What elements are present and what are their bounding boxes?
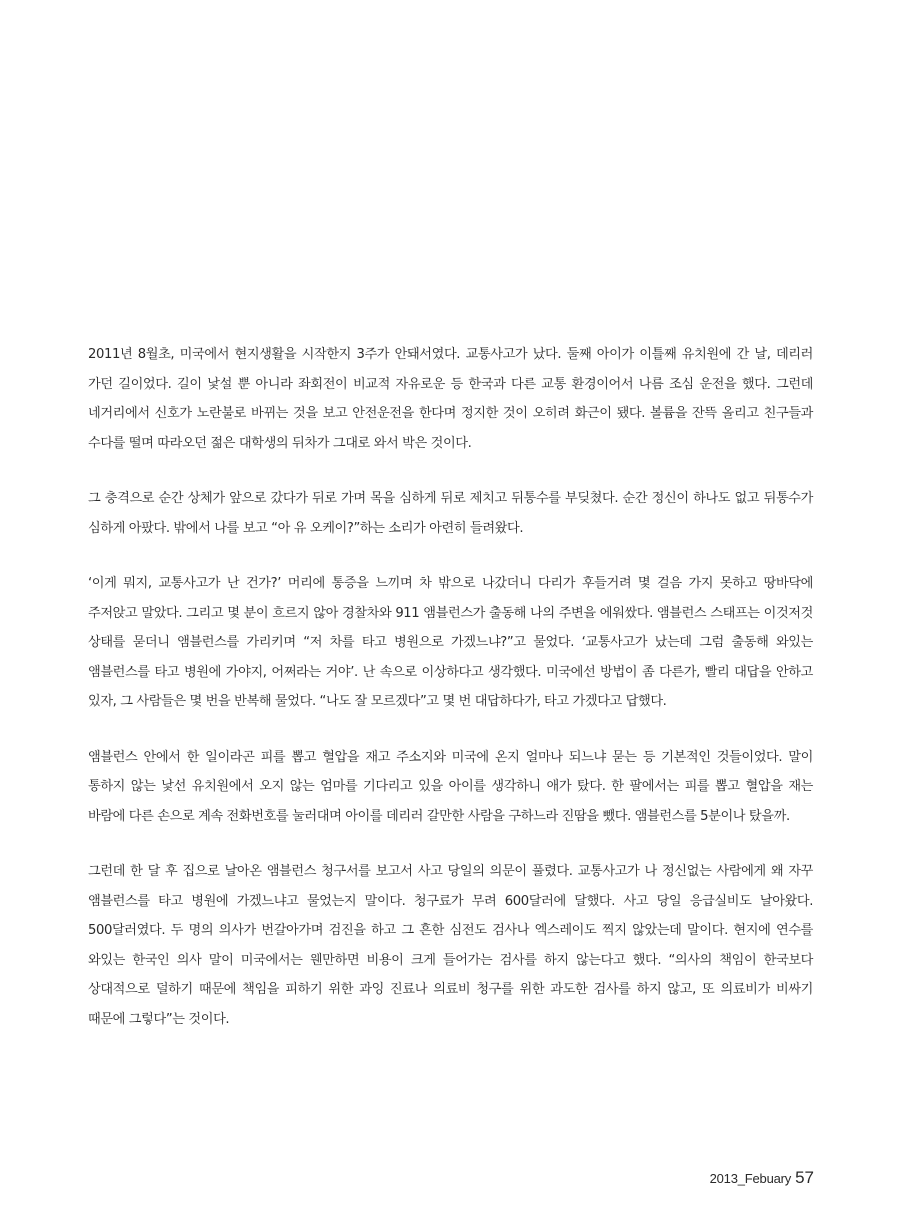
- paragraph-3: ‘이게 뭐지, 교통사고가 난 건가?’ 머리에 통증을 느끼며 차 밖으로 나갔더니 다리가 후들거려 몇 걸음 가지 못하고 땅바닥에 주저앉고 말았다. 그리고 몇 분이 흐르지 않아 경찰차와 911 앰블런스가 출동해 나의 주변을 에워쌌다. 앰블런스 스태프는 이것저것 상태를 묻더니 앰블런스를 가리키며 “저 차를 타고 병원으로 가겠느냐?”고 물었다. ‘교통사고가 났는데 그럼 출동해 와있는 앰블런스를 타고 병원에 가야지, 어쩌라는 거야’. 난 속으로 이상하다고 생각했다. 미국에선 방법이 좀 다른가, 빨리 대답을 안하고 있자, 그 사람들은 몇 번을 반복해 물었다. “나도 잘 모르겠다”고 몇 번 대답하다가, 타고 가겠다고 답했다.: [88, 576, 813, 709]
- paragraph-4: 앰블런스 안에서 한 일이라곤 피를 뽑고 혈압을 재고 주소지와 미국에 온지 얼마나 되느냐 묻는 등 기본적인 것들이었다. 말이 통하지 않는 낯선 유치원에서 오지 않는 엄마를 기다리고 있을 아이를 생각하니 애가 탔다. 한 팔에서는 피를 뽑고 혈압을 재는 바람에 다른 손으로 계속 전화번호를 눌러대며 아이를 데리러 갈만한 사람을 구하느라 진땀을 뺐다. 앰블런스를 5분이나 탔을까.: [88, 749, 813, 824]
- page-number: 57: [795, 1168, 814, 1187]
- paragraph-1: 2011년 8월초, 미국에서 현지생활을 시작한지 3주가 안돼서였다. 교통사고가 났다. 둘째 아이가 이틀째 유치원에 간 날, 데리러 가던 길이었다. 길이 낯설 뿐 아니라 좌회전이 비교적 자유로운 등 한국과 다른 교통 환경이어서 나름 조심 운전을 했다. 그런데 네거리에서 신호가 노란불로 바뀌는 것을 보고 안전운전을 한다며 정지한 것이 오히려 화근이 됐다. 볼륨을 잔뜩 올리고 친구들과 수다를 떨며 따라오던 젊은 대학생의 뒤차가 그대로 와서 박은 것이다.: [88, 347, 813, 451]
- article-body: [88, 340, 813, 1060]
- issue-label: 2013_Febuary: [709, 1171, 792, 1186]
- paragraph-2: 그 충격으로 순간 상체가 앞으로 갔다가 뒤로 가며 목을 심하게 뒤로 제치고 뒤통수를 부딪쳤다. 순간 정신이 하나도 없고 뒤통수가 심하게 아팠다. 밖에서 나를 보고 “아 유 오케이?”하는 소리가 아련히 들려왔다.: [88, 491, 813, 536]
- paragraph-5: 그런데 한 달 후 집으로 날아온 앰블런스 청구서를 보고서 사고 당일의 의문이 풀렸다. 교통사고가 나 정신없는 사람에게 왜 자꾸 앰블런스를 타고 병원에 가겠느냐고 물었는지 말이다. 청구료가 무려 600달러에 달했다. 사고 당일 응급실비도 날아왔다. 500달러였다. 두 명의 의사가 번갈아가며 검진을 하고 그 흔한 심전도 검사나 엑스레이도 찍지 않았는데 말이다. 현지에 연수를 와있는 한국인 의사 말이 미국에서는 웬만하면 비용이 크게 들어가는 검사를 하지 않는다고 했다. “의사의 책임이 한국보다 상대적으로 덜하기 때문에 책임을 피하기 위한 과잉 진료나 의료비 청구를 위한 과도한 검사를 하지 않고, 또 의료비가 비싸기 때문에 그렇다”는 것이다.: [88, 864, 813, 1027]
- page-footer: [710, 1168, 814, 1188]
